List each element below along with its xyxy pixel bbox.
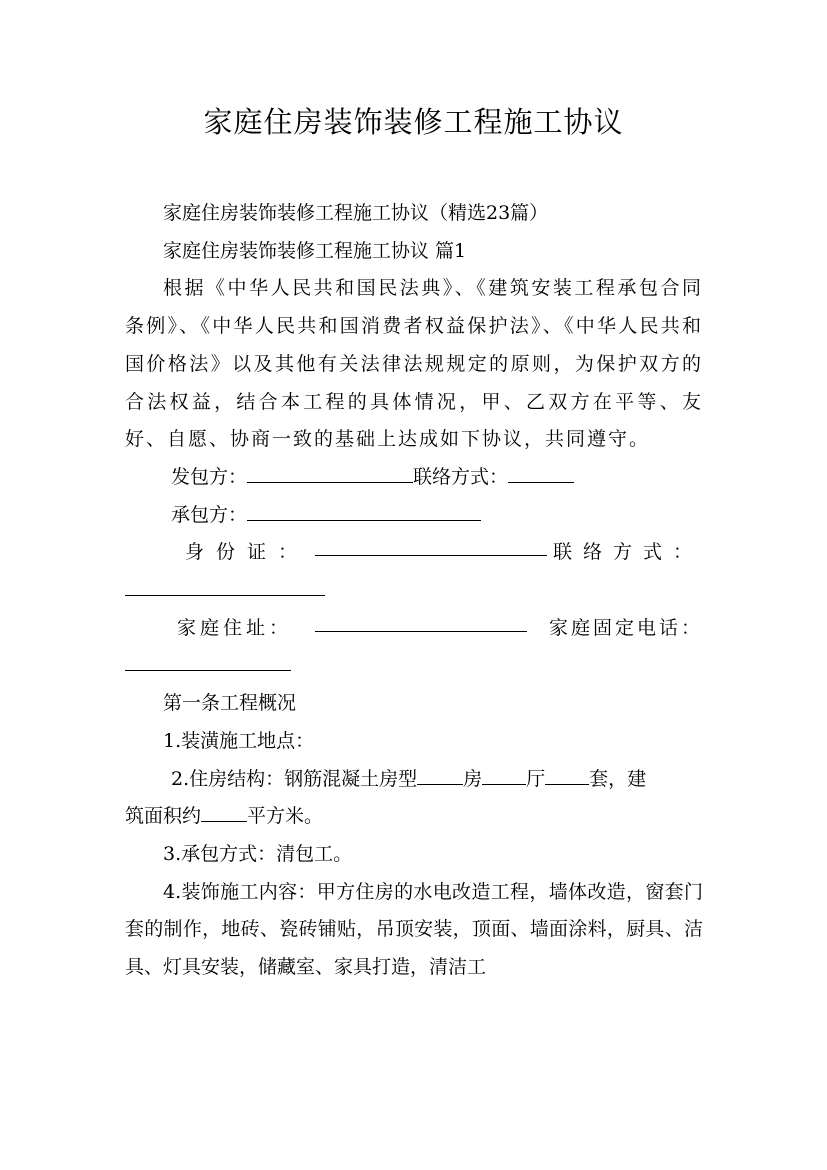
home-phone-blank-line <box>125 647 703 685</box>
item-2-text-b: 房 <box>463 767 483 790</box>
party-b-label: 承包方： <box>171 503 248 526</box>
party-a-line <box>125 459 703 497</box>
item-3: 3.承包方式：清包工。 <box>163 842 353 865</box>
item-2-text-a: 2.住房结构：钢筋混凝土房型 <box>171 767 418 790</box>
item-2-line <box>125 761 703 799</box>
party-b-blank[interactable] <box>247 499 481 521</box>
home-phone-label: 家庭固定电话： <box>548 616 703 639</box>
article1-heading: 第一条工程概况 <box>163 692 297 715</box>
party-b-line <box>125 497 703 535</box>
section-heading: 家庭住房装饰装修工程施工协议 篇1 <box>163 239 467 262</box>
item-2-line-2 <box>125 798 703 836</box>
party-a-blank[interactable] <box>247 461 413 483</box>
hall-blank[interactable] <box>482 763 526 785</box>
item-2-text-c: 厅 <box>526 767 546 790</box>
home-phone-blank[interactable] <box>125 649 291 671</box>
subtitle: 家庭住房装饰装修工程施工协议（精选23篇） <box>163 202 549 224</box>
document-body <box>125 195 703 987</box>
item-2-text-f: 平方米。 <box>247 805 324 828</box>
item-1: 1.装潢施工地点： <box>163 729 315 752</box>
contact-label: 联络方式： <box>413 465 509 488</box>
address-line <box>125 610 703 648</box>
contact-blank[interactable] <box>508 461 574 483</box>
suite-blank[interactable] <box>545 763 589 785</box>
address-blank[interactable] <box>315 610 527 632</box>
party-a-label: 发包方： <box>171 465 248 488</box>
id-label: 身份证： <box>185 541 310 564</box>
contact-2-blank-line <box>125 572 703 610</box>
id-line <box>125 534 703 572</box>
item-2-text-e: 筑面积约 <box>125 805 202 828</box>
address-label: 家庭住址： <box>177 616 293 639</box>
room-blank[interactable] <box>417 763 463 785</box>
area-blank[interactable] <box>201 800 247 822</box>
id-blank[interactable] <box>315 534 547 556</box>
contact-2-blank[interactable] <box>125 574 325 596</box>
item-4: 4.装饰施工内容：甲方住房的水电改造工程，墙体改造，窗套门套的制作，地砖、瓷砖铺贴，吊顶安装，顶面、墙面涂料，厨具、洁具、灯具安装，储藏室、家具打造，清洁工 <box>125 880 703 979</box>
item-2-text-d: 套，建 <box>589 767 647 790</box>
intro-paragraph: 根据《中华人民共和国民法典》、《建筑安装工程承包合同条例》、《中华人民共和国消费者权益保护法》、《中华人民共和国价格法》以及其他有关法律法规规定的原则，为保护双方的合法权益，结合本工程的具体情况，甲、乙双方在平等、友好、自愿、协商一致的基础上达成如下协议，共同遵守。 <box>125 277 703 451</box>
contact-label-2: 联络方式： <box>552 541 703 564</box>
document-title: 家庭住房装饰装修工程施工协议 <box>203 105 624 139</box>
